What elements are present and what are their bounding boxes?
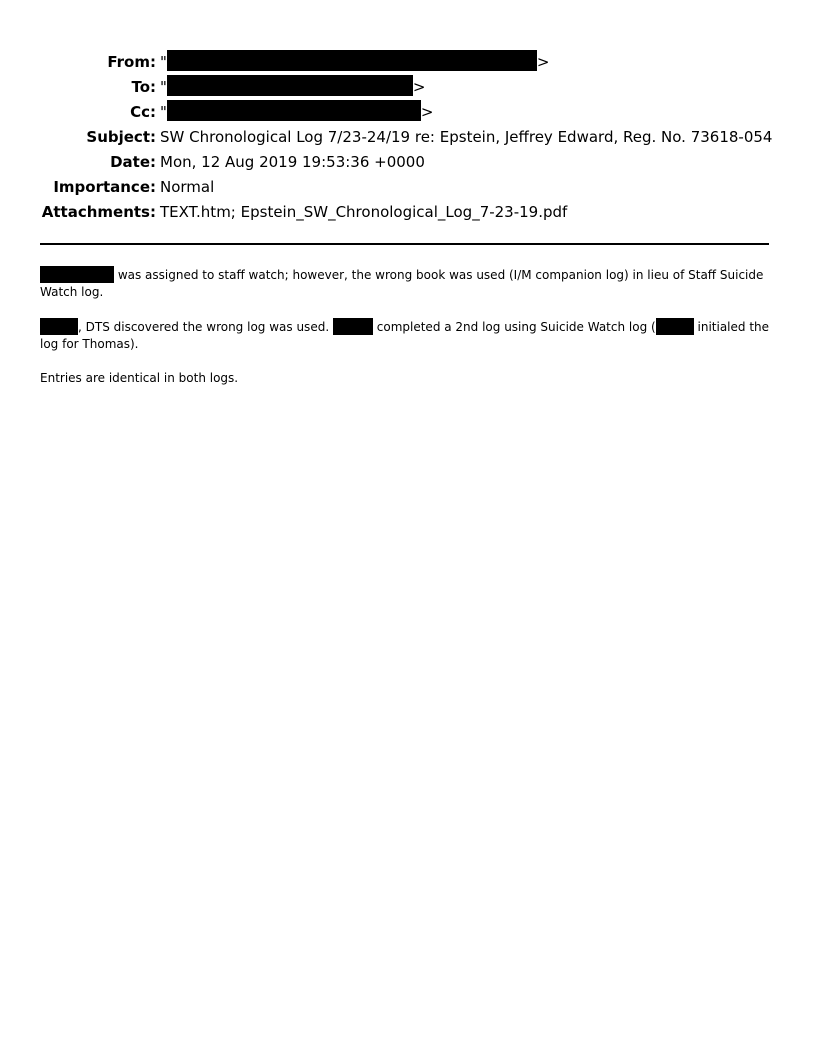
attachments-row [0, 200, 816, 225]
from-row [0, 50, 816, 75]
cc-quote: " [160, 103, 167, 121]
redaction-box [167, 50, 537, 71]
subject-value: SW Chronological Log 7/23-24/19 re: Epstein, Jeffrey Edward, Reg. No. 73618-054 [160, 128, 773, 146]
date-label: Date: [110, 153, 156, 171]
cc-value [160, 100, 433, 125]
paragraph-text: , DTS discovered the wrong log was used. [78, 320, 333, 334]
email-header [0, 50, 816, 225]
importance-label: Importance: [53, 178, 156, 196]
cc-bracket: > [420, 103, 434, 121]
cc-label: Cc: [130, 103, 156, 121]
body-paragraph [40, 266, 770, 301]
cc-row [0, 100, 816, 125]
body-paragraph: Entries are identical in both logs. [40, 371, 239, 385]
header-divider [40, 243, 769, 245]
subject-row [0, 125, 816, 150]
from-bracket: > [536, 53, 550, 71]
paragraph-text: was assigned to staff watch; however, the wrong book was used (I/M companion log) in lieu of Staff Suicide Watch log. [40, 268, 764, 299]
subject-label: Subject: [86, 128, 156, 146]
body-paragraph [40, 318, 770, 353]
from-value [160, 50, 549, 75]
importance-row [0, 175, 816, 200]
redaction-box [167, 75, 413, 96]
attachments-value[interactable]: TEXT.htm; Epstein_SW_Chronological_Log_7-23-19.pdf [160, 203, 568, 221]
email-body [40, 266, 770, 404]
to-label: To: [131, 78, 156, 96]
redaction-box [167, 100, 421, 121]
to-row [0, 75, 816, 100]
importance-value: Normal [160, 178, 215, 196]
redaction-box [40, 318, 78, 335]
redaction-box [656, 318, 694, 335]
redaction-box [333, 318, 373, 335]
to-quote: " [160, 78, 167, 96]
paragraph-text: completed a 2nd log using Suicide Watch log ( [372, 320, 656, 334]
paragraph-text: initialed the log for Thomas). [40, 320, 770, 351]
date-value: Mon, 12 Aug 2019 19:53:36 +0000 [160, 153, 425, 171]
from-label: From: [107, 53, 156, 71]
to-value [160, 75, 425, 100]
date-row [0, 150, 816, 175]
attachments-label: Attachments: [41, 203, 156, 221]
to-bracket: > [412, 78, 426, 96]
from-quote: " [160, 53, 167, 71]
redaction-box [40, 266, 114, 283]
